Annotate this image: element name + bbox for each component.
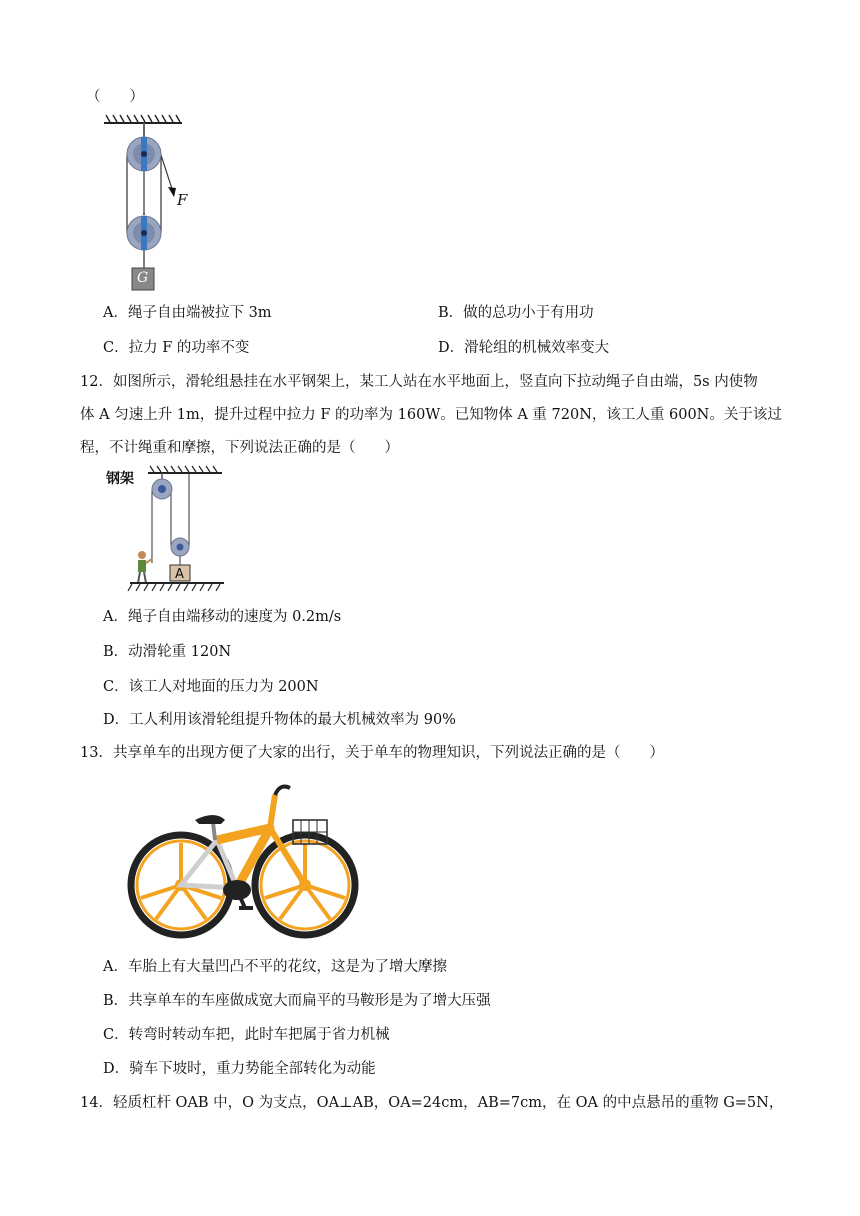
q12-option-b: B．动滑轮重 120N	[103, 644, 232, 660]
block-label-a: A	[175, 567, 184, 582]
q11-option-c: C．拉力 F 的功率不变	[103, 340, 250, 356]
q12-option-d: D．工人利用该滑轮组提升物体的最大机械效率为 90%	[103, 712, 456, 728]
q11-option-a: A．绳子自由端被拉下 3m	[103, 305, 272, 321]
q13-option-a: A．车胎上有大量凹凸不平的花纹，这是为了增大摩擦	[103, 959, 447, 975]
q12-text-line-1: 12．如图所示，滑轮组悬挂在水平钢架上，某工人站在水平地面上，竖直向下拉动绳子自由端，5s 内使物	[80, 374, 758, 390]
q11-option-b: B．做的总功小于有用功	[438, 305, 594, 321]
q13-option-d: D．骑车下坡时，重力势能全部转化为动能	[103, 1061, 376, 1077]
q14-text: 14．轻质杠杆 OAB 中，O 为支点，OA⊥AB，OA=24cm，AB=7cm，在 OA 的中点悬吊的重物 G=5N，	[80, 1095, 784, 1111]
q11-bracket: （ ）	[86, 89, 144, 105]
q12-option-c: C．该工人对地面的压力为 200N	[103, 679, 319, 695]
bicycle-image	[125, 780, 360, 940]
force-label-f: F	[177, 191, 188, 209]
weight-label-g: G	[137, 270, 149, 286]
pulley-diagram-q11	[96, 113, 206, 298]
q11-option-d: D．滑轮组的机械效率变大	[438, 340, 610, 356]
q13-option-c: C．转弯时转动车把，此时车把属于省力机械	[103, 1027, 390, 1043]
q12-option-a: A．绳子自由端移动的速度为 0.2m/s	[103, 609, 342, 625]
q12-text-line-3: 程，不计绳重和摩擦，下列说法正确的是（ ）	[80, 440, 399, 456]
q12-text-line-2: 体 A 匀速上升 1m，提升过程中拉力 F 的功率为 160W。已知物体 A 重 720N，该工人重 600N。关于该过	[80, 407, 782, 423]
q13-option-b: B．共享单车的车座做成宽大而扁平的马鞍形是为了增大压强	[103, 993, 491, 1009]
q13-text: 13．共享单车的出现方便了大家的出行，关于单车的物理知识，下列说法正确的是（ ）	[80, 745, 664, 761]
frame-label: 钢架	[106, 471, 134, 487]
